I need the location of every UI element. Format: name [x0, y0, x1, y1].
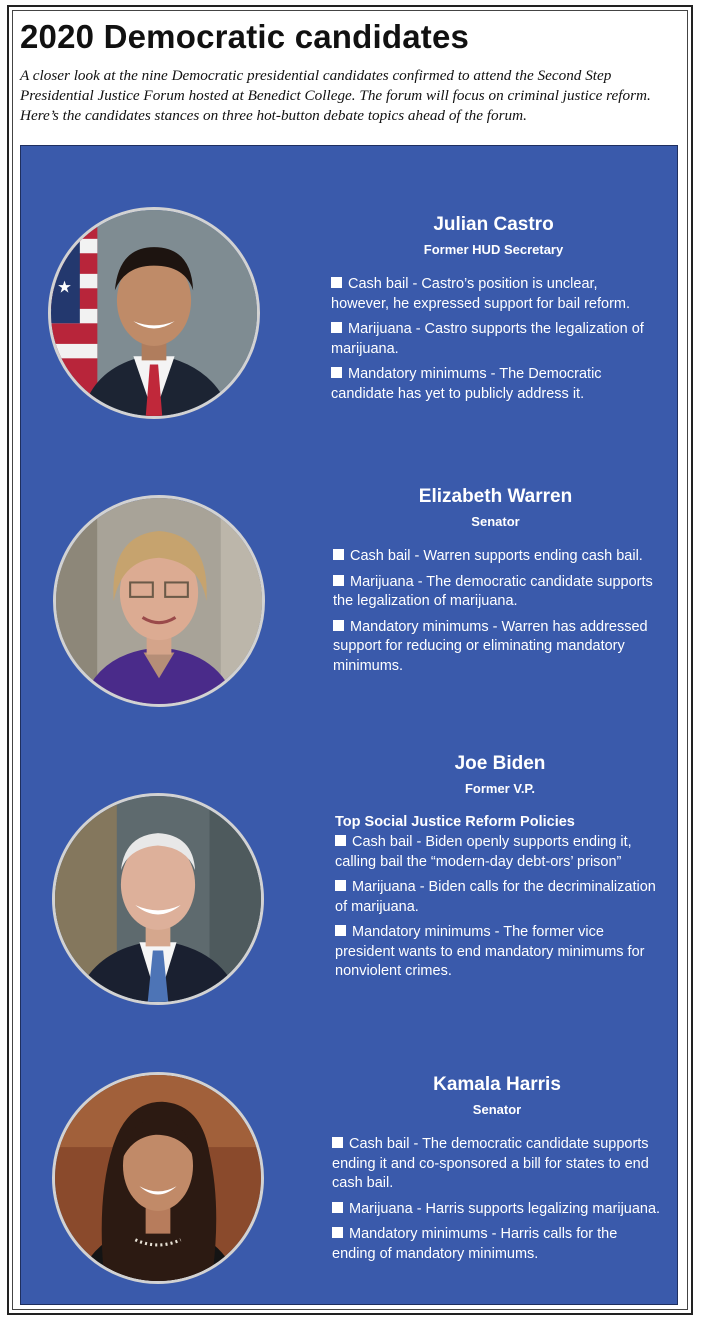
- candidate-photo-harris: [52, 1072, 264, 1284]
- candidate-name: Elizabeth Warren: [418, 486, 573, 507]
- stance-cash-bail: Cash bail - The democratic candidate supports ending it and co-sponsored a bill for states to end cash bail.: [332, 1136, 649, 1191]
- svg-text:★: ★: [57, 277, 72, 297]
- candidate-name: Julian Castro: [433, 214, 554, 235]
- stance-mandatory-minimums: Mandatory minimums - Warren has addressed support for reducing or eliminating mandatory minimums.: [333, 618, 648, 674]
- candidate-card-biden: [335, 753, 665, 988]
- white-square-icon: [332, 1227, 343, 1238]
- stance-cash-bail: Cash bail - Warren supports ending cash bail.: [333, 547, 658, 567]
- white-square-icon: [333, 575, 344, 586]
- page-title: 2020 Democratic candidates: [20, 18, 470, 55]
- stance-marijuana: Marijuana - Harris supports legalizing marijuana.: [332, 1200, 662, 1220]
- white-square-icon: [331, 322, 342, 333]
- white-square-icon: [335, 835, 346, 846]
- svg-text:★: ★: [57, 236, 72, 256]
- white-square-icon: [331, 367, 342, 378]
- candidate-photo-warren: [53, 495, 265, 707]
- white-square-icon: [335, 880, 346, 891]
- candidate-name: Joe Biden: [454, 753, 546, 774]
- white-square-icon: [333, 549, 344, 560]
- white-square-icon: [332, 1202, 343, 1213]
- candidate-card-warren: [333, 486, 658, 682]
- white-square-icon: [335, 925, 346, 936]
- candidate-title: Senator: [472, 1102, 522, 1117]
- candidate-title: Former V.P.: [464, 781, 536, 796]
- section-subheading: Top Social Justice Reform Policies: [335, 814, 575, 830]
- stance-mandatory-minimums: Mandatory minimums - The Democratic candidate has yet to publicly address it.: [331, 366, 602, 402]
- candidate-name: Kamala Harris: [433, 1074, 561, 1095]
- candidate-title: Senator: [471, 514, 520, 529]
- white-square-icon: [331, 277, 342, 288]
- candidate-photo-castro: [48, 207, 260, 419]
- candidate-card-castro: [331, 214, 656, 410]
- candidate-title: Former HUD Secretary: [423, 242, 564, 257]
- stance-mandatory-minimums: Mandatory minimums - The former vice president wants to end mandatory minimums for nonviolent crimes.: [335, 924, 645, 979]
- stance-marijuana: Marijuana - Biden calls for the decriminalization of marijuana.: [335, 879, 656, 915]
- stance-mandatory-minimums: Mandatory minimums - Harris calls for the ending of mandatory minimums.: [332, 1226, 618, 1262]
- intro-paragraph: A closer look at the nine Democratic presidential candidates confirmed to attend the Second Step Presidential Justice Forum hosted at Benedict College. The forum will focus on criminal justice reform. Here’s the candidates stances on three hot-button debate topics ahead of the forum.: [20, 67, 651, 124]
- stance-marijuana: Marijuana - Castro supports the legalization of marijuana.: [331, 321, 644, 357]
- stance-cash-bail: Cash bail - Castro’s position is unclear, however, he expressed support for bail reform.: [331, 276, 631, 312]
- candidates-panel: [20, 145, 678, 1305]
- white-square-icon: [333, 620, 344, 631]
- stance-cash-bail: Cash bail - Biden openly supports ending it, calling bail the “modern-day debt-ors’ prison”: [335, 834, 632, 870]
- candidate-photo-biden: [52, 793, 264, 1005]
- white-square-icon: [332, 1137, 343, 1148]
- stance-marijuana: Marijuana - The democratic candidate supports the legalization of marijuana.: [333, 573, 653, 609]
- candidate-card-harris: [332, 1074, 662, 1270]
